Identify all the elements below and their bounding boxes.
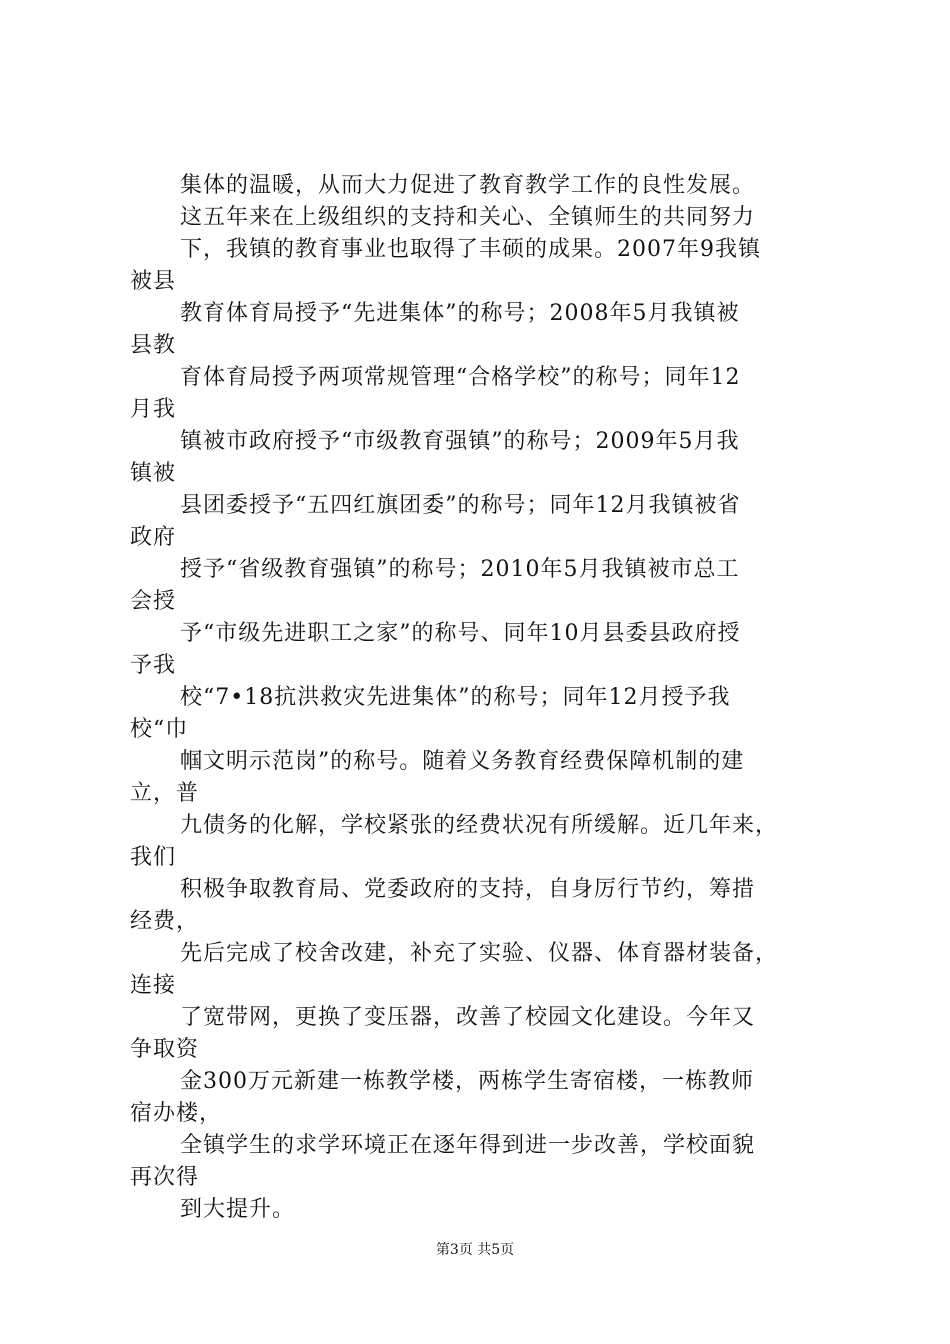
text-line: 校“7•18抗洪救灾先进集体”的称号；同年12月授予我: [180, 685, 731, 710]
text-line: 了宽带网，更换了变压器，改善了校园文化建设。今年又: [180, 1005, 756, 1030]
text-line: 全镇学生的求学环境正在逐年得到进一步改善，学校面貌: [180, 1133, 756, 1158]
text-line: 先后完成了校舍改建，补充了实验、仪器、体育器材装备，: [180, 941, 779, 966]
text-line: 授予“省级教育强镇”的称号；2010年5月我镇被市总工: [180, 557, 740, 582]
text-line: 政府: [130, 525, 177, 550]
text-line: 会授: [130, 589, 177, 614]
text-line: 校“巾: [130, 717, 189, 742]
text-line: 育体育局授予两项常规管理“合格学校”的称号；同年12: [180, 365, 741, 390]
text-line: 予“市级先进职工之家”的称号、同年10月县委县政府授: [180, 621, 741, 646]
text-line: 月我: [130, 397, 177, 422]
text-line: 镇被: [130, 461, 177, 486]
text-line: 我们: [130, 845, 177, 870]
text-line: 这五年来在上级组织的支持和关心、全镇师生的共同努力: [180, 205, 756, 230]
text-line: 积极争取教育局、党委政府的支持，自身厉行节约，筹措: [180, 877, 756, 902]
text-line: 九债务的化解，学校紧张的经费状况有所缓解。近几年来，: [180, 813, 779, 838]
text-line: 镇被市政府授予“市级教育强镇”的称号；2009年5月我: [180, 429, 740, 454]
text-line: 再次得: [130, 1165, 200, 1190]
text-line: 县团委授予“五四红旗团委”的称号；同年12月我镇被省: [180, 493, 741, 518]
text-line: 集体的温暖，从而大力促进了教育教学工作的良性发展。: [180, 173, 756, 198]
text-line: 帼文明示范岗”的称号。随着义务教育经费保障机制的建: [180, 749, 745, 774]
text-line: 教育体育局授予“先进集体”的称号；2008年5月我镇被: [180, 301, 740, 326]
text-line: 县教: [130, 333, 177, 358]
text-line: 到大提升。: [180, 1197, 296, 1222]
text-line: 被县: [130, 269, 177, 294]
text-line: 下，我镇的教育事业也取得了丰硕的成果。2007年9我镇: [180, 237, 761, 262]
text-line: 宿办楼，: [130, 1101, 223, 1126]
text-line: 金300万元新建一栋教学楼，两栋学生寄宿楼，一栋教师: [180, 1069, 754, 1094]
text-line: 经费，: [130, 909, 200, 934]
body-text: [130, 170, 850, 1226]
text-line: 立，普: [130, 781, 200, 806]
page-footer: 第3页 共5页: [435, 1242, 515, 1258]
text-line: 争取资: [130, 1037, 200, 1062]
text-line: 连接: [130, 973, 177, 998]
text-line: 予我: [130, 653, 177, 678]
